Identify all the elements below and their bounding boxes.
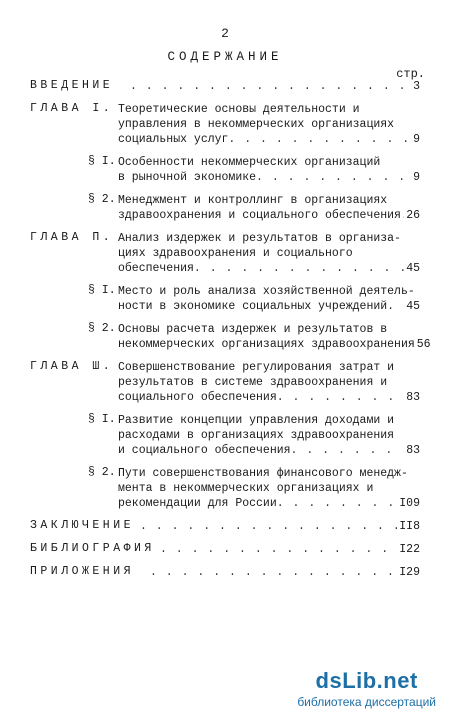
toc-entry bbox=[30, 519, 420, 534]
toc-entry bbox=[30, 322, 431, 352]
toc-entry-text: Теоретические основы деятельности и bbox=[118, 103, 360, 116]
dot-leader bbox=[228, 132, 411, 147]
toc-entry-line bbox=[118, 466, 420, 481]
toc-entry-line bbox=[118, 284, 420, 299]
toc-entry-text: Основы расчета издержек и результатов в bbox=[118, 323, 388, 336]
dot-leader bbox=[387, 299, 404, 314]
toc-entry bbox=[30, 360, 420, 405]
toc-entry bbox=[30, 284, 420, 314]
toc-entry-page: 45 bbox=[406, 262, 420, 275]
dot-leader bbox=[277, 496, 398, 511]
toc-entry-label: ПРИЛОЖЕНИЯ bbox=[30, 565, 135, 578]
toc-entry-text: расходами в организациях здравоохранения bbox=[118, 429, 395, 442]
page-number: 2 bbox=[221, 26, 229, 41]
toc-entry-line bbox=[118, 443, 420, 458]
toc-entry-line bbox=[150, 565, 420, 580]
toc-entry bbox=[30, 466, 420, 511]
toc-entry-page: 83 bbox=[406, 444, 420, 457]
toc-entry bbox=[30, 155, 420, 185]
toc-entry-label: § I. bbox=[88, 155, 116, 168]
toc-entry-label: ГЛАВА Ш. bbox=[30, 360, 114, 373]
watermark-logo: dsLib.net bbox=[315, 668, 418, 693]
toc-entry-line bbox=[118, 117, 420, 132]
toc-entry-label: § 2. bbox=[88, 193, 116, 206]
toc-entry-text: Место и роль анализа хозяйственной деятель- bbox=[118, 285, 415, 298]
toc-entry-label: ГЛАВА П. bbox=[30, 231, 114, 244]
toc-entry-page: I29 bbox=[399, 566, 420, 579]
toc-entry-page: 9 bbox=[413, 171, 420, 184]
toc-entry-label: ГЛАВА I. bbox=[30, 102, 114, 115]
toc-entry-text: обеспечения bbox=[118, 262, 194, 275]
toc-entry-label: § I. bbox=[88, 284, 116, 297]
toc-entry bbox=[30, 565, 420, 580]
toc-entry-line bbox=[118, 360, 420, 375]
toc-entry-line bbox=[118, 170, 420, 185]
toc-entry-text: управления в некоммерческих организациях bbox=[118, 118, 395, 131]
toc-entry-text: Пути совершенствования финансового менедж- bbox=[118, 467, 408, 480]
toc-entry bbox=[30, 79, 420, 94]
toc-entry-line bbox=[118, 481, 420, 496]
toc-entry-line bbox=[118, 390, 420, 405]
toc-entry bbox=[30, 413, 420, 458]
table-of-contents bbox=[30, 79, 431, 588]
toc-entry-page: 83 bbox=[406, 391, 420, 404]
toc-entry-label: § 2. bbox=[88, 466, 116, 479]
toc-entry-line bbox=[118, 337, 431, 352]
toc-entry-line bbox=[118, 375, 420, 390]
toc-entry-page: 3 bbox=[413, 80, 420, 93]
dot-leader bbox=[130, 79, 411, 94]
toc-entry-text: рекомендации для России bbox=[118, 497, 277, 510]
toc-entry-line bbox=[118, 208, 420, 223]
toc-entry-page: 45 bbox=[406, 300, 420, 313]
toc-entry-text: результатов в системе здравоохранения и bbox=[118, 376, 388, 389]
toc-entry-text: некоммерческих организациях здравоохранения bbox=[118, 338, 415, 351]
toc-entry bbox=[30, 542, 420, 557]
toc-entry-text: в рыночной экономике bbox=[118, 171, 257, 184]
toc-entry-line bbox=[118, 261, 420, 276]
toc-entry-text: циях здравоохранения и социального bbox=[118, 247, 353, 260]
toc-entry-text: мента в некоммерческих организациях и bbox=[118, 482, 374, 495]
toc-entry-label: БИБЛИОГРАФИЯ bbox=[30, 542, 155, 555]
toc-entry bbox=[30, 231, 420, 276]
toc-entry-line bbox=[118, 102, 420, 117]
toc-entry bbox=[30, 193, 420, 223]
toc-entry-page: 56 bbox=[416, 338, 431, 351]
toc-entry-text: ности в экономике социальных учреждений bbox=[118, 300, 388, 313]
toc-entry-text: Развитие концепции управления доходами и bbox=[118, 414, 395, 427]
toc-entry-text: социальных услуг bbox=[118, 133, 229, 146]
dot-leader bbox=[140, 519, 397, 534]
toc-entry-line bbox=[130, 79, 420, 94]
dot-leader bbox=[256, 170, 411, 185]
toc-entry-page: I22 bbox=[399, 543, 420, 556]
toc-entry-line bbox=[118, 231, 420, 246]
page-column-label: стр. bbox=[396, 67, 425, 81]
toc-entry-line bbox=[160, 542, 420, 557]
toc-entry-text: и социального обеспечения bbox=[118, 444, 291, 457]
dot-leader bbox=[194, 261, 404, 276]
toc-entry-line bbox=[118, 299, 420, 314]
toc-entry-label: § I. bbox=[88, 413, 116, 426]
toc-entry-line bbox=[118, 428, 420, 443]
toc-entry-label: ЗАКЛЮЧЕНИЕ bbox=[30, 519, 135, 532]
toc-entry-line bbox=[140, 519, 420, 534]
toc-entry-line bbox=[118, 155, 420, 170]
toc-entry-label: § 2. bbox=[88, 322, 116, 335]
toc-entry-line bbox=[118, 496, 420, 511]
toc-entry-text: социального обеспечения bbox=[118, 391, 277, 404]
toc-entry-line bbox=[118, 413, 420, 428]
dot-leader bbox=[291, 443, 405, 458]
toc-entry-page: 9 bbox=[413, 133, 420, 146]
toc-heading: СОДЕРЖАНИЕ bbox=[167, 50, 283, 64]
watermark bbox=[297, 668, 436, 709]
toc-entry-page: 26 bbox=[406, 209, 420, 222]
toc-entry-text: Совершенствование регулирования затрат и bbox=[118, 361, 395, 374]
toc-entry-text: здравоохранения и социального обеспечения bbox=[118, 209, 401, 222]
toc-entry-page: II8 bbox=[399, 520, 420, 533]
toc-entry-text: Менеджмент и контроллинг в организациях bbox=[118, 194, 388, 207]
toc-entry-text: Особенности некоммерческих организаций bbox=[118, 156, 381, 169]
dot-leader bbox=[277, 390, 404, 405]
toc-entry-line bbox=[118, 322, 420, 337]
toc-entry-line bbox=[118, 246, 420, 261]
toc-entry bbox=[30, 102, 420, 147]
watermark-subtitle: библиотека диссертаций bbox=[297, 695, 436, 709]
toc-entry-text: Анализ издержек и результатов в организа- bbox=[118, 232, 401, 245]
toc-entry-label: ВВЕДЕНИЕ bbox=[30, 79, 114, 92]
dot-leader bbox=[160, 542, 397, 557]
toc-entry-line bbox=[118, 132, 420, 147]
toc-entry-page: I09 bbox=[399, 497, 420, 510]
toc-entry-line bbox=[118, 193, 420, 208]
dot-leader bbox=[150, 565, 397, 580]
